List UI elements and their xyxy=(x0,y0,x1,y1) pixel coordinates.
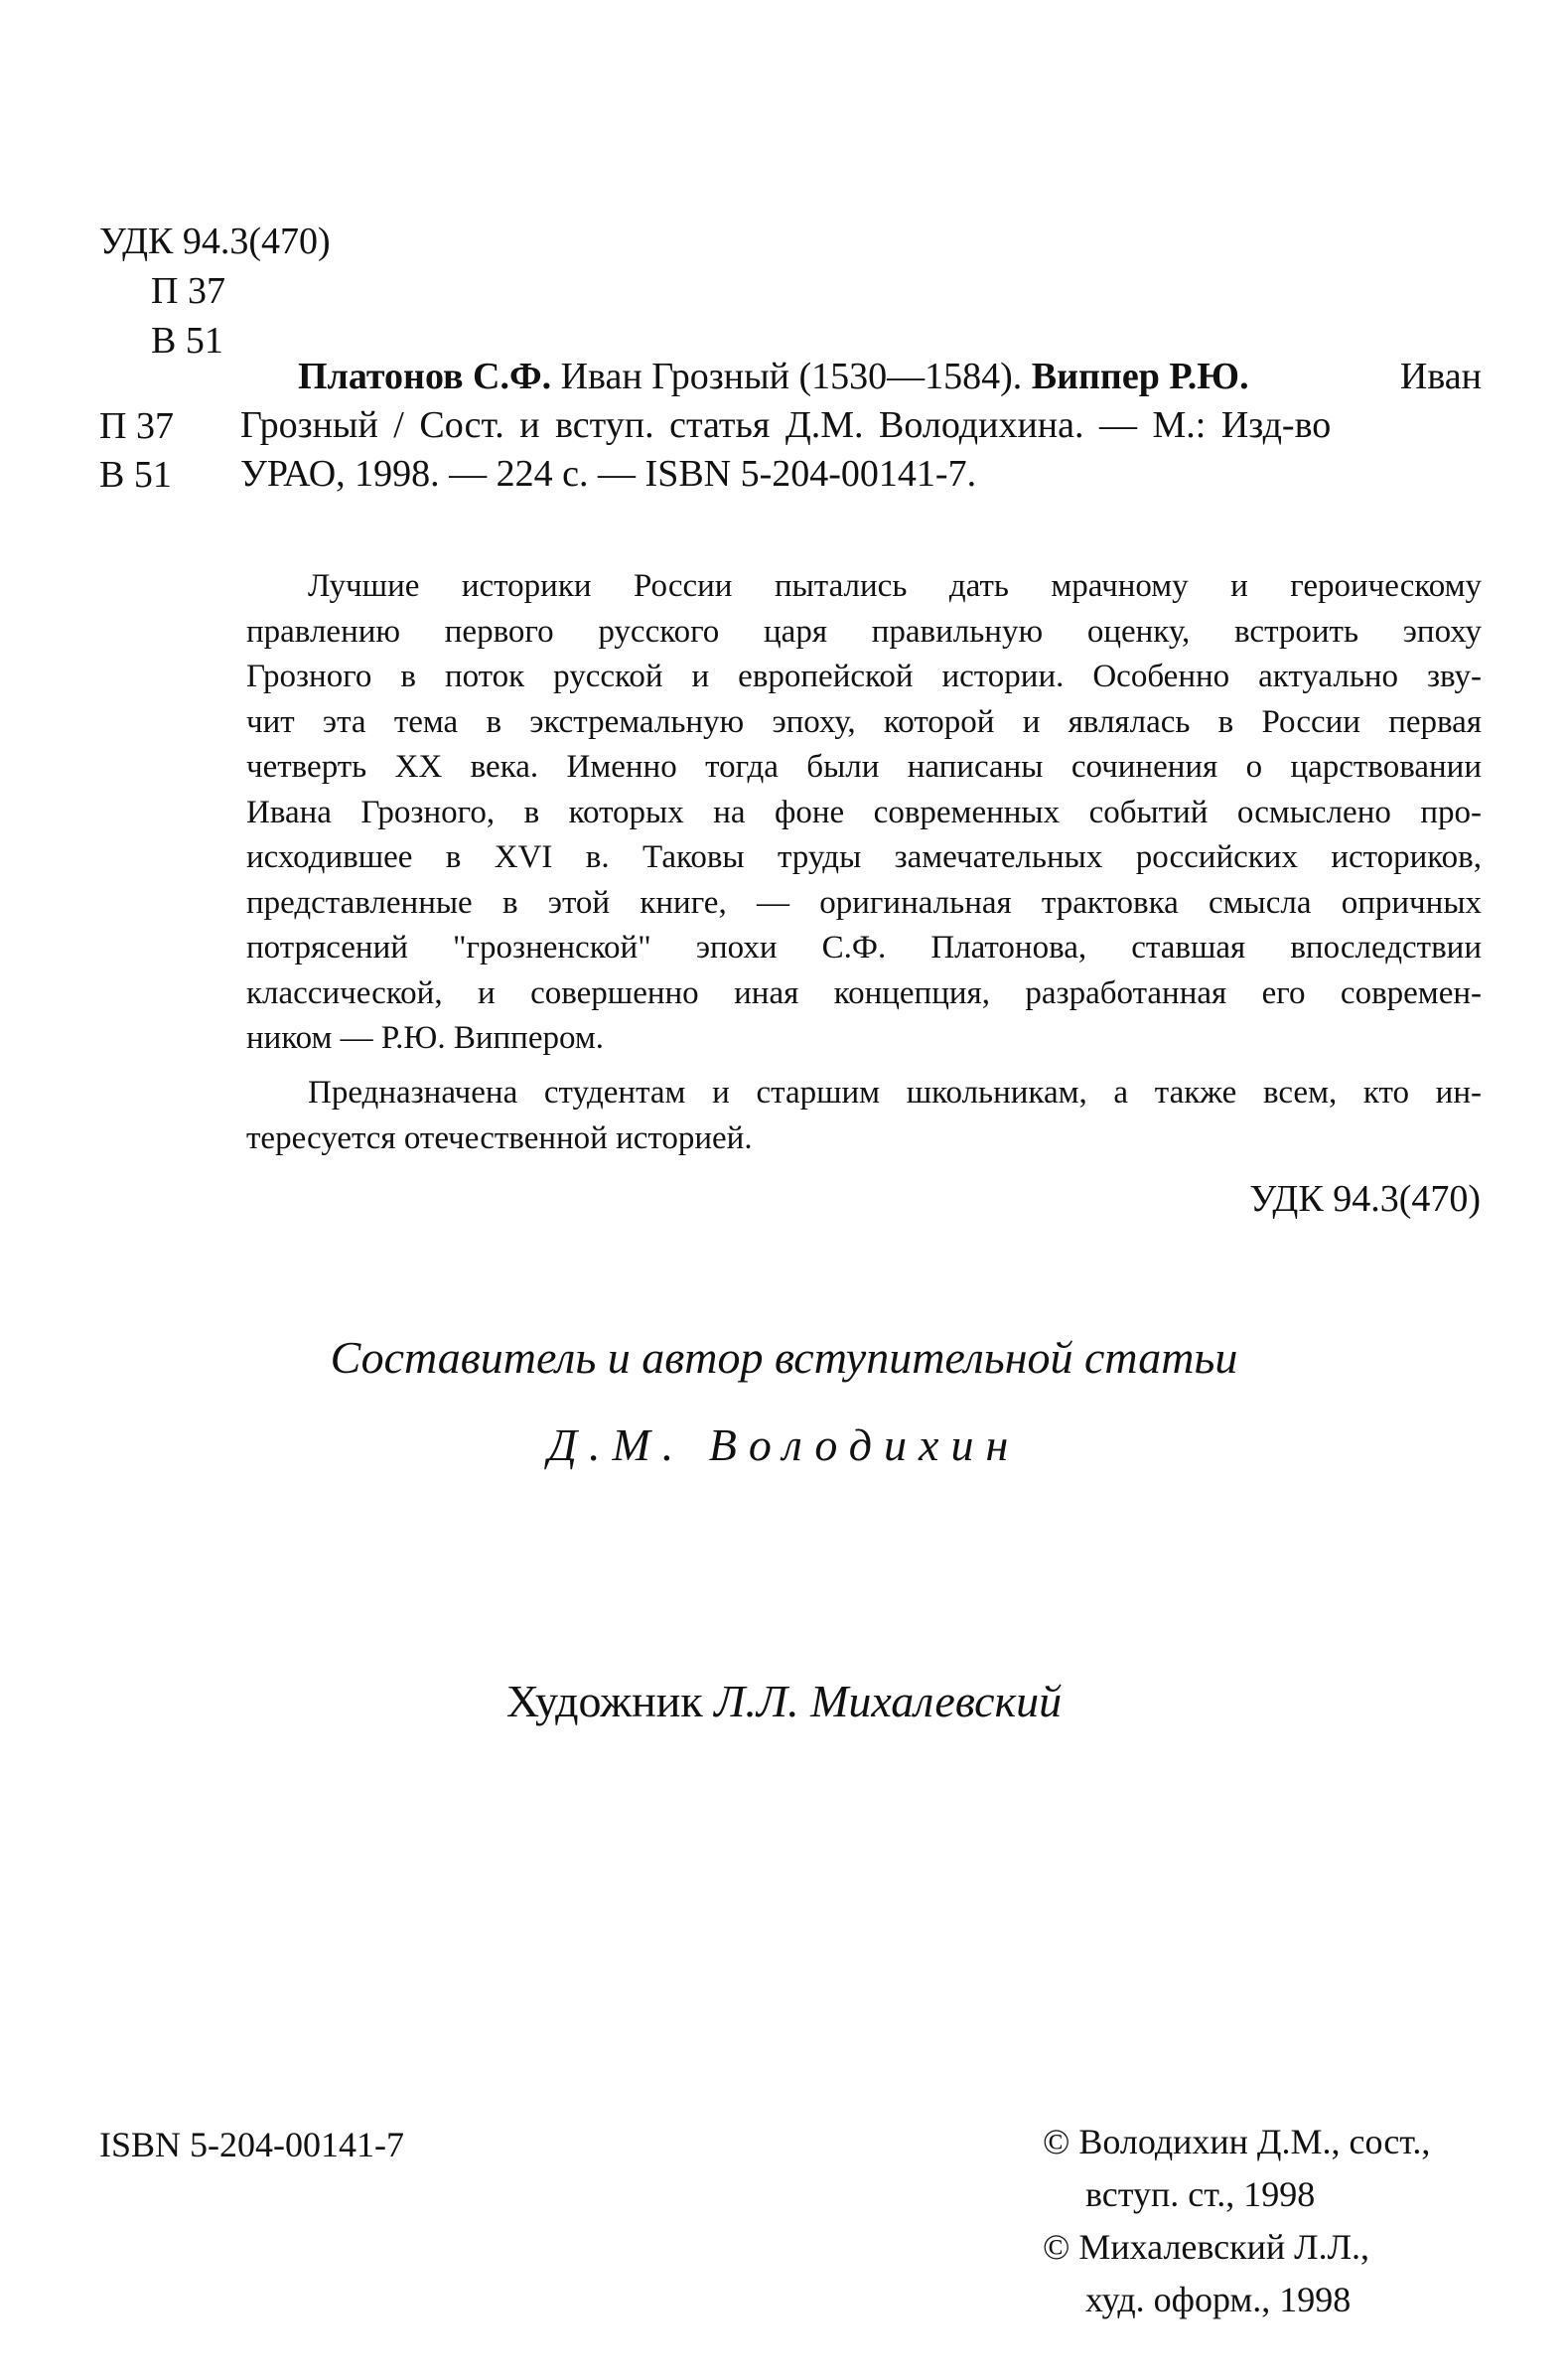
annotation-line: Ивана Грозного, в которых на фоне современных событий осмыслено про- xyxy=(246,794,1482,830)
copyright-line: © Михалевский Л.Л., xyxy=(1043,2227,1370,2267)
isbn: ISBN 5-204-00141-7 xyxy=(99,2125,404,2164)
annotation-line: представленные в этой книге, — оригинальная трактовка смысла опричных xyxy=(246,884,1482,921)
author-platonov: Платонов С.Ф. xyxy=(298,356,552,397)
annotation-line: ником — Р.Ю. Виппером. xyxy=(246,1020,604,1056)
margin-code-1: П 37 xyxy=(99,405,174,447)
annotation-line: правлению первого русского царя правильную оценку, встроить эпоху xyxy=(246,613,1482,650)
audience-line: Предназначена студентам и старшим школьникам, а также всем, кто ин- xyxy=(308,1075,1482,1111)
margin-code-2: В 51 xyxy=(99,454,172,496)
annotation-line: четверть XX века. Именно тогда были написаны сочинения о царствовании xyxy=(246,749,1482,785)
bibliographic-record xyxy=(240,353,1482,499)
udk-header xyxy=(99,217,331,366)
title-ivan-grozny: Иван Грозный (1530—1584). xyxy=(551,356,1032,397)
author-vipper: Виппер Р.Ю. xyxy=(1031,356,1249,397)
classification-code-2: В 51 xyxy=(151,320,223,362)
artist-name: Л.Л. Михалевский xyxy=(714,1676,1063,1726)
compiler-name: Д.М. Володихин xyxy=(547,1419,1021,1470)
annotation-line: Лучшие историки России пытались дать мрачному и героическому xyxy=(308,568,1482,604)
copyright-line: вступ. ст., 1998 xyxy=(1085,2174,1316,2214)
copyright-block xyxy=(1043,2116,1430,2326)
bib-line-2: Грозный / Сост. и вступ. статья Д.М. Володихина. — М.: Изд-во xyxy=(240,404,1332,446)
copyright-line: © Володихин Д.М., сост., xyxy=(1043,2122,1431,2161)
annotation-line: потрясений "грозненской" эпохи С.Ф. Платонова, ставшая впоследствии xyxy=(246,930,1482,966)
bib-line-3: УРАО, 1998. — 224 с. — ISBN 5-204-00141-7. xyxy=(240,453,977,495)
audience-paragraph xyxy=(246,1071,1482,1161)
copyright-line: худ. оформ., 1998 xyxy=(1085,2280,1352,2319)
annotation-line: чит эта тема в экстремальную эпоху, которой и являлась в России первая xyxy=(246,703,1482,740)
udk-bottom: УДК 94.3(470) xyxy=(1249,1178,1481,1220)
compiler-label: Составитель и автор вступительной статьи xyxy=(330,1332,1238,1383)
bib-line-1 xyxy=(240,353,1482,401)
artist-label: Художник xyxy=(505,1676,703,1726)
annotation-line: классической, и совершенно иная концепция, разработанная его современ- xyxy=(246,974,1482,1011)
annotation-line: Грозного в поток русской и европейской истории. Особенно актуально зву- xyxy=(246,659,1482,694)
annotation-line: исходившее в XVI в. Таковы труды замечательных российских историков, xyxy=(246,839,1482,875)
audience-line: тересуется отечественной историей. xyxy=(246,1119,753,1156)
title-ivan: Иван xyxy=(1390,356,1482,397)
annotation-paragraph xyxy=(246,564,1482,1062)
artist-credit xyxy=(0,1675,1568,1727)
udk-code: УДК 94.3(470) xyxy=(99,221,331,262)
classification-code-1: П 37 xyxy=(151,270,225,312)
